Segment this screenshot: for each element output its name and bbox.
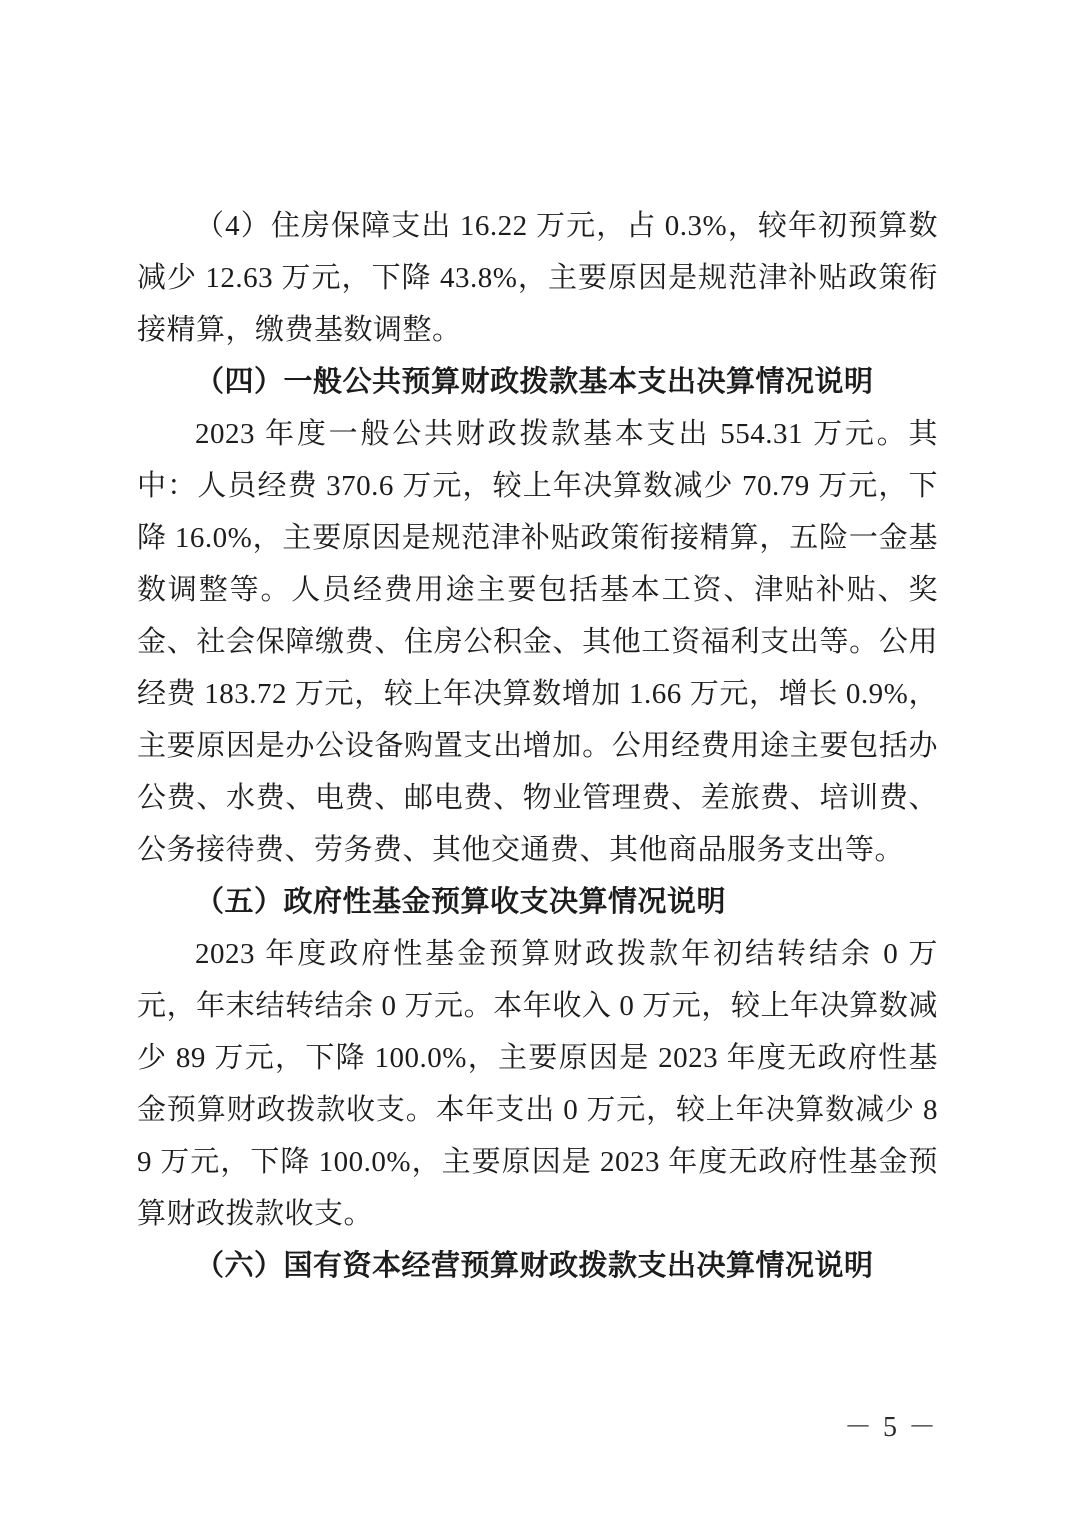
paragraph-gov-fund-detail: 2023 年度政府性基金预算财政拨款年初结转结余 0 万元，年末结转结余 0 万元。本年收入 0 万元，较上年决算数减少 89 万元，下降 100.0%，主要原因是 2023 年度无政府性基金预算财政拨款收支。本年支出 0 万元，较上年决算数减少 89 万元，下降 100.0%，主要原因是 2023 年度无政府性基金预算财政拨款收支。 (137, 938, 938, 1230)
page-number: － 5 － (843, 1412, 938, 1443)
heading-section-four-basic-expenditure: （四）一般公共预算财政拨款基本支出决算情况说明 (195, 366, 874, 398)
paragraph-housing-support-expenditure: （4）住房保障支出 16.22 万元，占 0.3%，较年初预算数减少 12.63 万元，下降 43.8%，主要原因是规范津补贴政策衔接精算，缴费基数调整。 (137, 210, 938, 346)
paragraph-basic-expenditure-detail: 2023 年度一般公共财政拨款基本支出 554.31 万元。其中：人员经费 370.6 万元，较上年决算数减少 70.79 万元，下降 16.0%，主要原因是规范津补贴政策衔接精算，五险一金基数调整等。人员经费用途主要包括基本工资、津贴补贴、奖金、社会保障缴费、住房公积金、其他工资福利支出等。公用经费 183.72 万元，较上年决算数增加 1.66 万元，增长 0.9%，主要原因是办公设备购置支出增加。公用经费用途主要包括办公费、水费、电费、邮电费、物业管理费、差旅费、培训费、公务接待费、劳务费、其他交通费、其他商品服务支出等。 (137, 418, 938, 866)
heading-section-five-gov-fund-budget: （五）政府性基金预算收支决算情况说明 (195, 886, 727, 918)
document-body (137, 200, 938, 1292)
heading-section-six-state-capital-budget: （六）国有资本经营预算财政拨款支出决算情况说明 (195, 1250, 874, 1282)
